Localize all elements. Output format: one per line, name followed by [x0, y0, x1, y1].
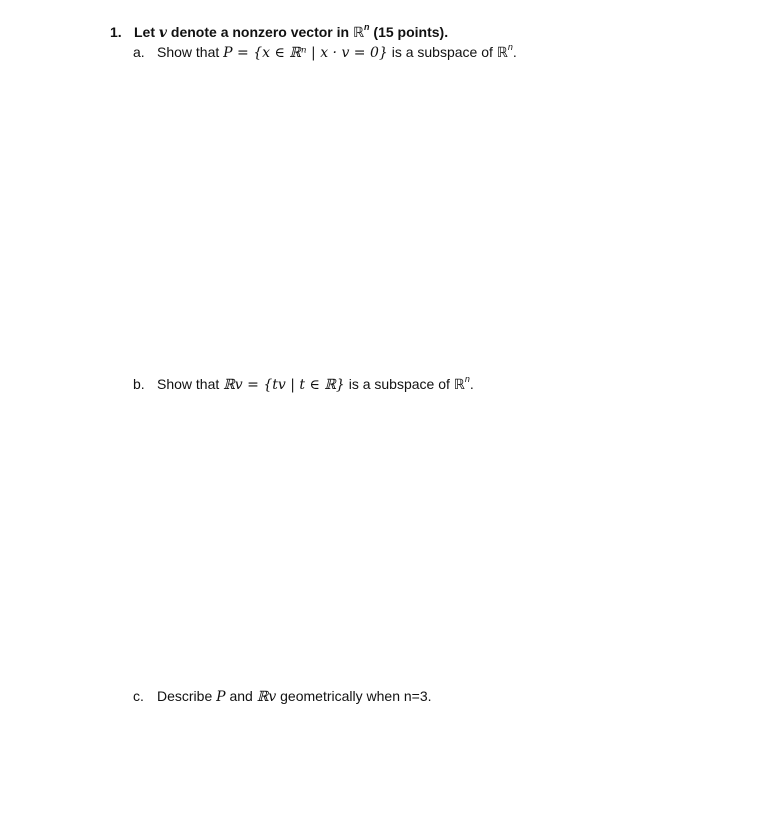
part-a-label: a.	[133, 44, 145, 60]
vector-symbol: v	[158, 25, 168, 41]
real-space-symbol: ℝ	[352, 25, 365, 41]
part-c-rv-symbol: ℝv	[256, 689, 277, 705]
space-exponent: n	[364, 22, 370, 33]
part-a-claim: is a subspace of	[387, 44, 497, 60]
part-c-rest: geometrically when n=3.	[276, 688, 432, 704]
part-c-p-symbol: P	[216, 689, 226, 705]
question-number: 1.	[110, 24, 122, 40]
part-a	[133, 43, 517, 62]
part-c	[133, 687, 432, 706]
part-b-space-exponent: n	[464, 374, 470, 385]
part-c-intro: Describe	[157, 688, 217, 704]
part-a-space-symbol: ℝ	[496, 45, 508, 61]
part-b-end: .	[469, 376, 474, 392]
part-b-intro: Show that	[157, 376, 224, 392]
part-a-end: .	[512, 44, 517, 60]
question-prefix: Let	[134, 24, 159, 40]
question-text	[134, 24, 448, 40]
part-b-set-definition: ℝv = {tv | t ∈ ℝ}	[223, 377, 345, 393]
question-middle: denote a nonzero vector in	[167, 24, 353, 40]
part-b	[133, 375, 474, 394]
part-a-intro: Show that	[157, 44, 224, 60]
part-b-space-symbol: ℝ	[453, 377, 465, 393]
part-c-and: and	[225, 688, 257, 704]
part-a-space-exponent: n	[507, 42, 513, 53]
question-suffix: (15 points).	[369, 24, 449, 40]
question-1-heading	[110, 23, 448, 42]
part-b-claim: is a subspace of	[344, 376, 454, 392]
part-c-label: c.	[133, 688, 144, 704]
part-a-set-definition: P = {x ∈ ℝⁿ | x · v = 0}	[223, 45, 388, 61]
part-b-label: b.	[133, 376, 145, 392]
